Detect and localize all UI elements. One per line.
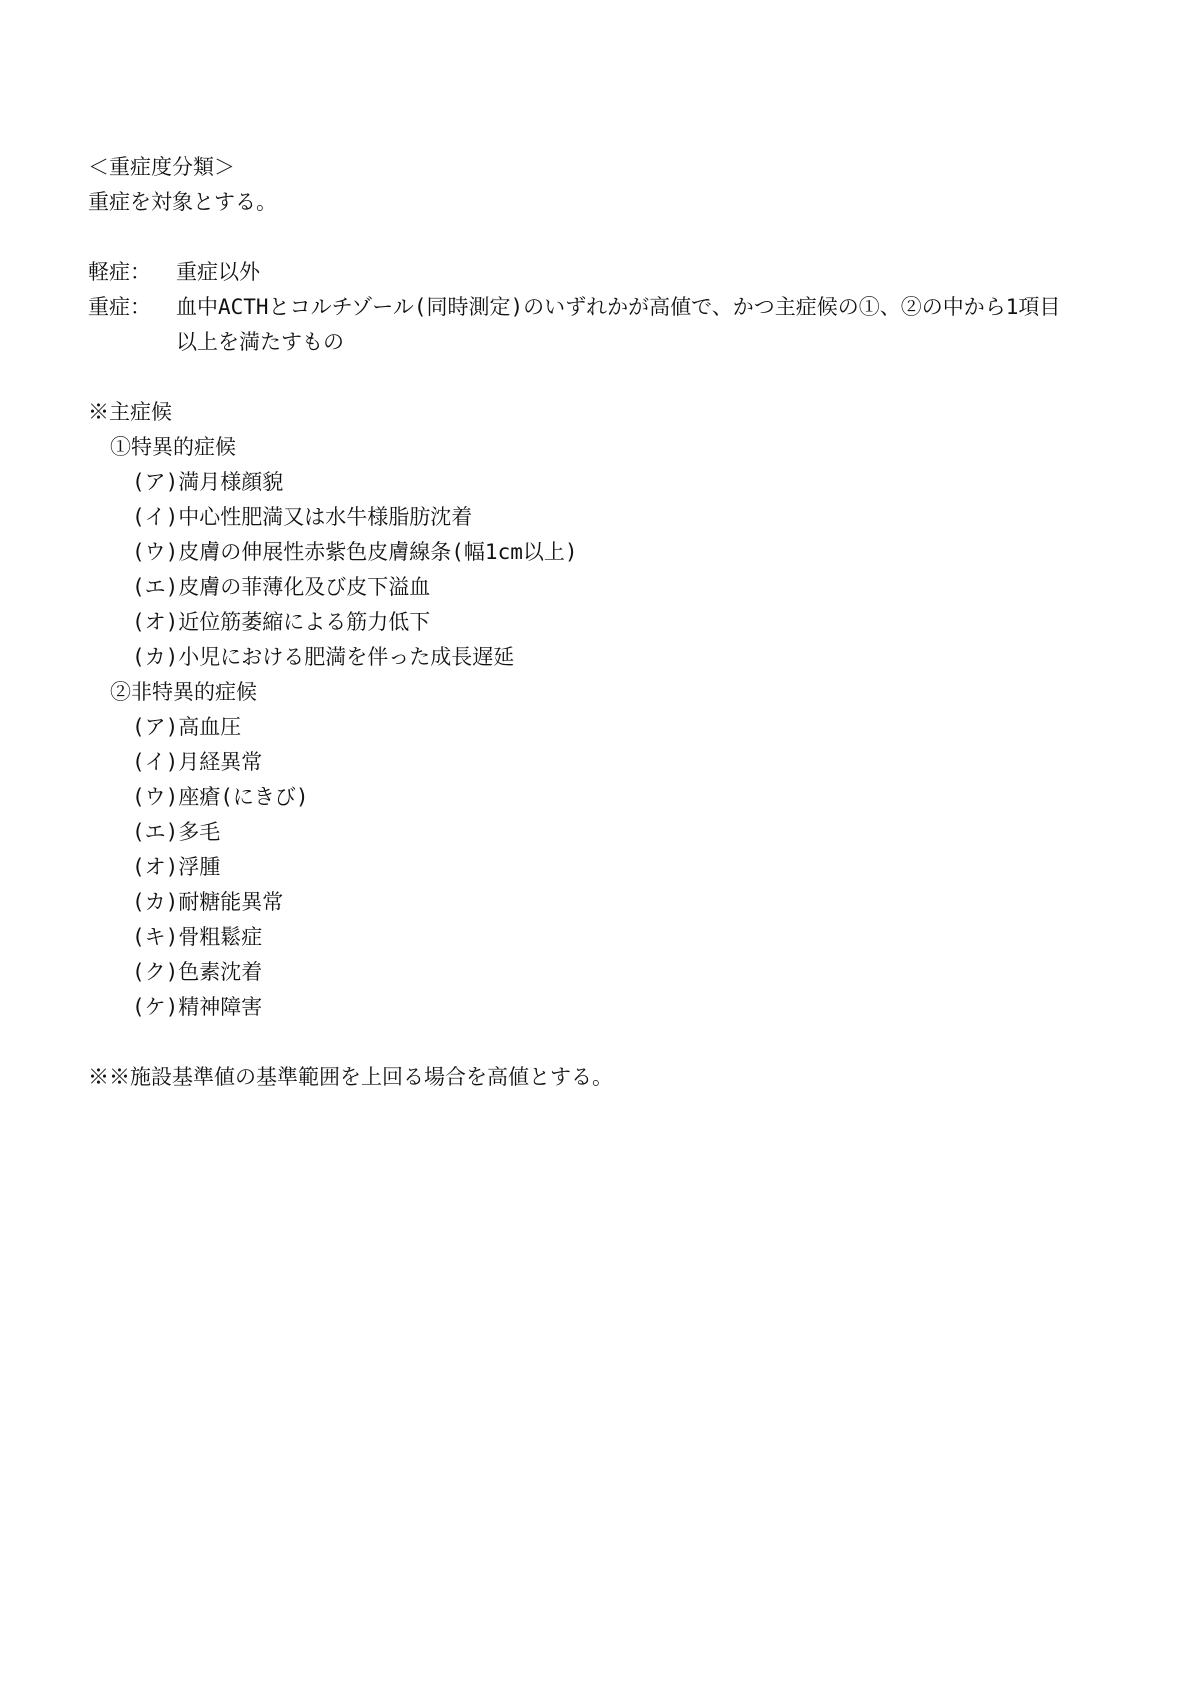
severity-mild-text: 重症以外	[176, 260, 260, 284]
list-item: (ク)色素沈着	[132, 960, 263, 984]
list-item: (ケ)精神障害	[132, 995, 263, 1019]
document-page	[88, 150, 1098, 1095]
severity-mild-row	[88, 255, 1098, 290]
spacer	[88, 1025, 1098, 1060]
list-item: (カ)耐糖能異常	[132, 890, 284, 914]
target-statement: 重症を対象とする。	[88, 190, 277, 214]
list-item: (ウ)皮膚の伸展性赤紫色皮膚線条(幅1cm以上)	[132, 540, 578, 564]
severity-severe-text-line1: 血中ACTHとコルチゾール(同時測定)のいずれかが高値で、かつ主症候の①、②の中から1項目	[176, 295, 1061, 319]
specific-symptoms-heading: ①特異的症候	[110, 435, 236, 459]
list-item: (ア)高血圧	[132, 715, 242, 739]
list-item: (オ)浮腫	[132, 855, 221, 879]
list-item: (ア)満月様顔貌	[132, 470, 284, 494]
severity-severe-label: 重症：	[88, 295, 151, 319]
severity-severe-row	[88, 290, 1098, 360]
severity-severe-text-line2: 以上を満たすもの	[176, 330, 344, 354]
list-item: (オ)近位筋萎縮による筋力低下	[132, 610, 431, 634]
list-item: (イ)月経異常	[132, 750, 263, 774]
nonspecific-symptoms-heading: ②非特異的症候	[110, 680, 257, 704]
list-item: (エ)多毛	[132, 820, 221, 844]
severity-mild-label: 軽症：	[88, 260, 151, 284]
spacer	[88, 220, 1098, 255]
list-item: (エ)皮膚の菲薄化及び皮下溢血	[132, 575, 431, 599]
symptoms-heading: ※主症候	[88, 400, 172, 424]
list-item: (カ)小児における肥満を伴った成長遅延	[132, 645, 515, 669]
list-item: (イ)中心性肥満又は水牛様脂肪沈着	[132, 505, 473, 529]
page-title: ＜重症度分類＞	[88, 155, 235, 179]
list-item: (ウ)座瘡(にきび)	[132, 785, 309, 809]
footnote: ※※施設基準値の基準範囲を上回る場合を高値とする。	[88, 1065, 613, 1089]
list-item: (キ)骨粗鬆症	[132, 925, 263, 949]
spacer	[88, 360, 1098, 395]
